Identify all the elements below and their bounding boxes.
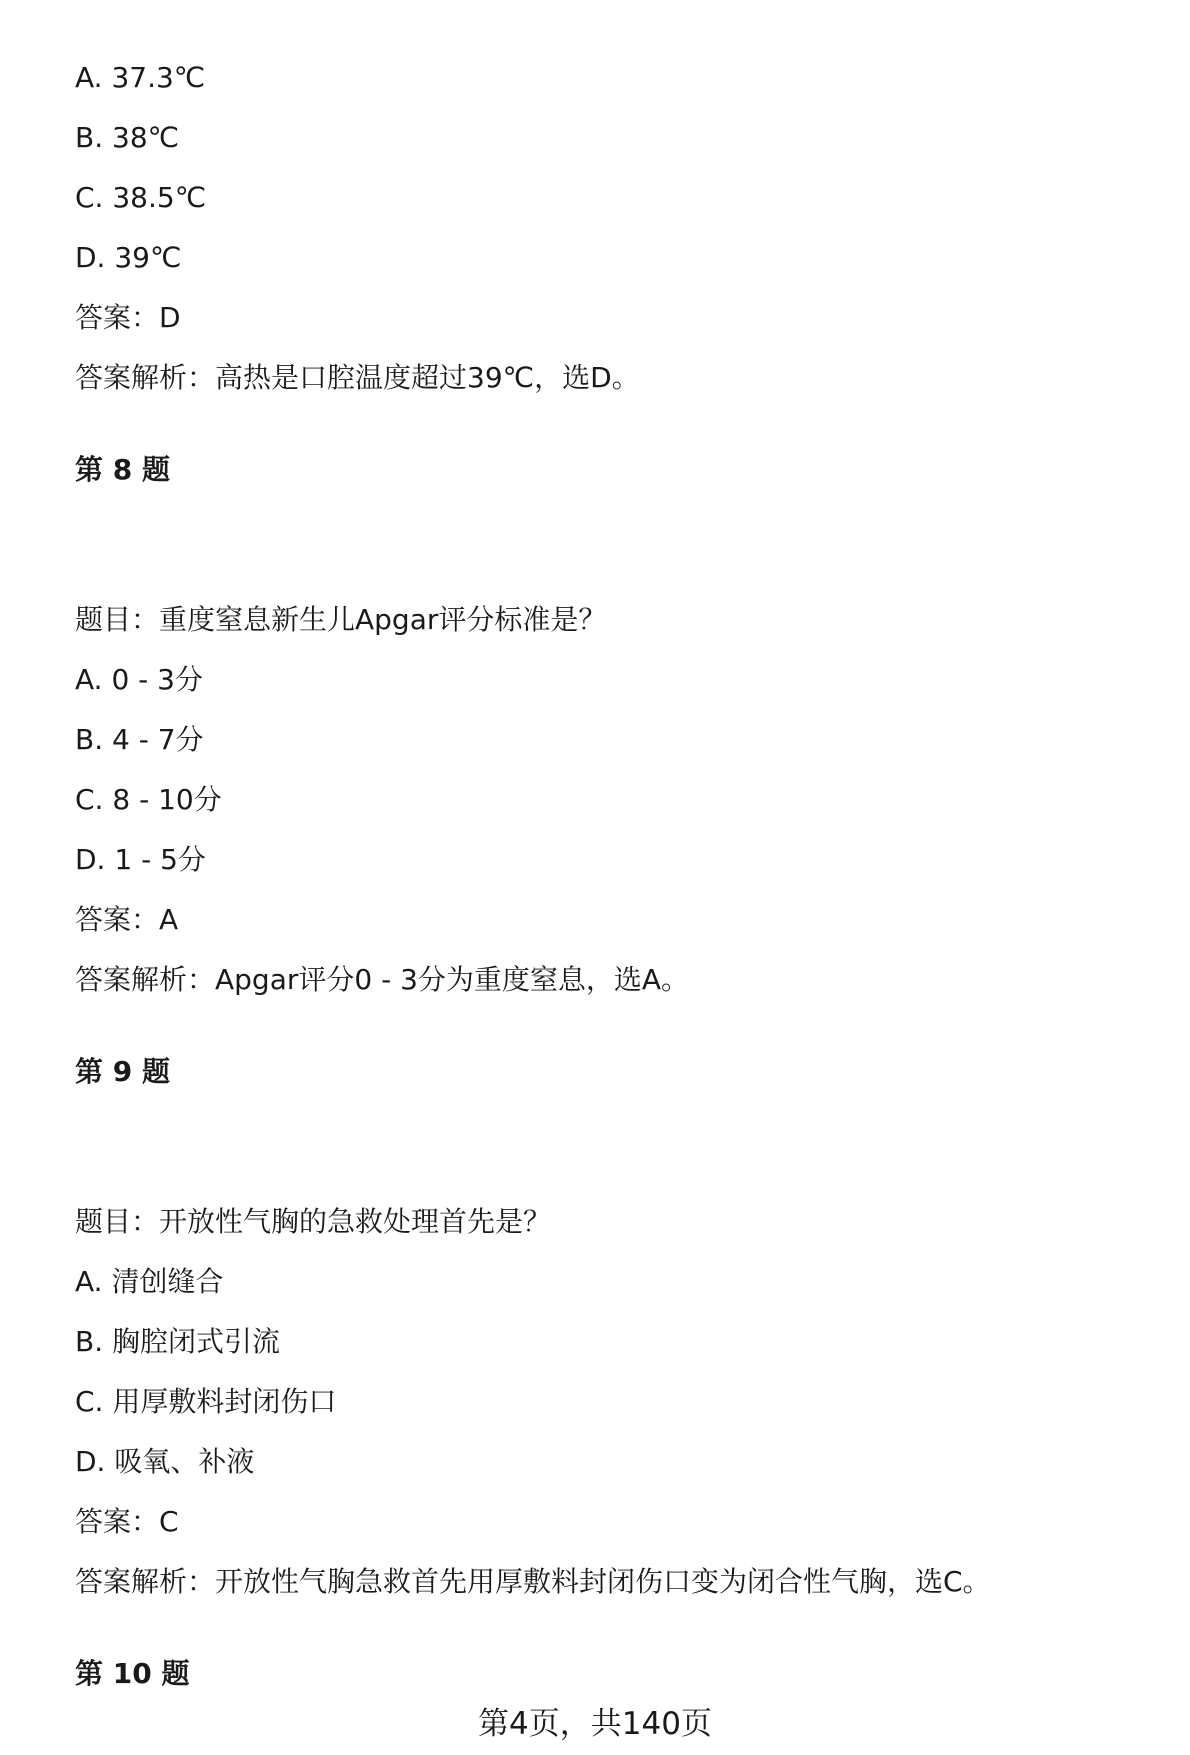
q9-option-c: C. 用厚敷料封闭伤口 [75, 1385, 337, 1418]
q7-option-a: A. 37.3℃ [75, 61, 206, 94]
q10-heading: 第 10 题 [75, 1657, 190, 1690]
q7-option-b: B. 38℃ [75, 121, 180, 154]
q7-answer: 答案：D [75, 301, 181, 334]
q8-option-b: B. 4 - 7分 [75, 723, 204, 756]
q7-analysis: 答案解析：高热是口腔温度超过39℃，选D。 [75, 361, 640, 394]
q8-option-c: C. 8 - 10分 [75, 783, 222, 816]
q9-option-a: A. 清创缝合 [75, 1265, 224, 1298]
q9-option-b: B. 胸腔闭式引流 [75, 1325, 281, 1358]
q7-option-d: D. 39℃ [75, 241, 182, 274]
q8-option-a: A. 0 - 3分 [75, 663, 203, 696]
q9-option-d: D. 吸氧、补液 [75, 1445, 255, 1478]
q9-question: 题目：开放性气胸的急救处理首先是？ [75, 1205, 552, 1238]
q8-answer: 答案：A [75, 903, 179, 936]
q7-option-c: C. 38.5℃ [75, 181, 207, 214]
q9-heading: 第 9 题 [75, 1055, 170, 1088]
q9-answer: 答案：C [75, 1505, 179, 1538]
q8-option-d: D. 1 - 5分 [75, 843, 206, 876]
q8-analysis: 答案解析：Apgar评分0 - 3分为重度窒息，选A。 [75, 963, 690, 996]
q8-question: 题目：重度窒息新生儿Apgar评分标准是？ [75, 603, 607, 636]
q9-analysis: 答案解析：开放性气胸急救首先用厚敷料封闭伤口变为闭合性气胸，选C。 [75, 1565, 991, 1598]
q8-heading: 第 8 题 [75, 453, 170, 486]
page-number-footer: 第4页，共140页 [478, 1706, 712, 1742]
